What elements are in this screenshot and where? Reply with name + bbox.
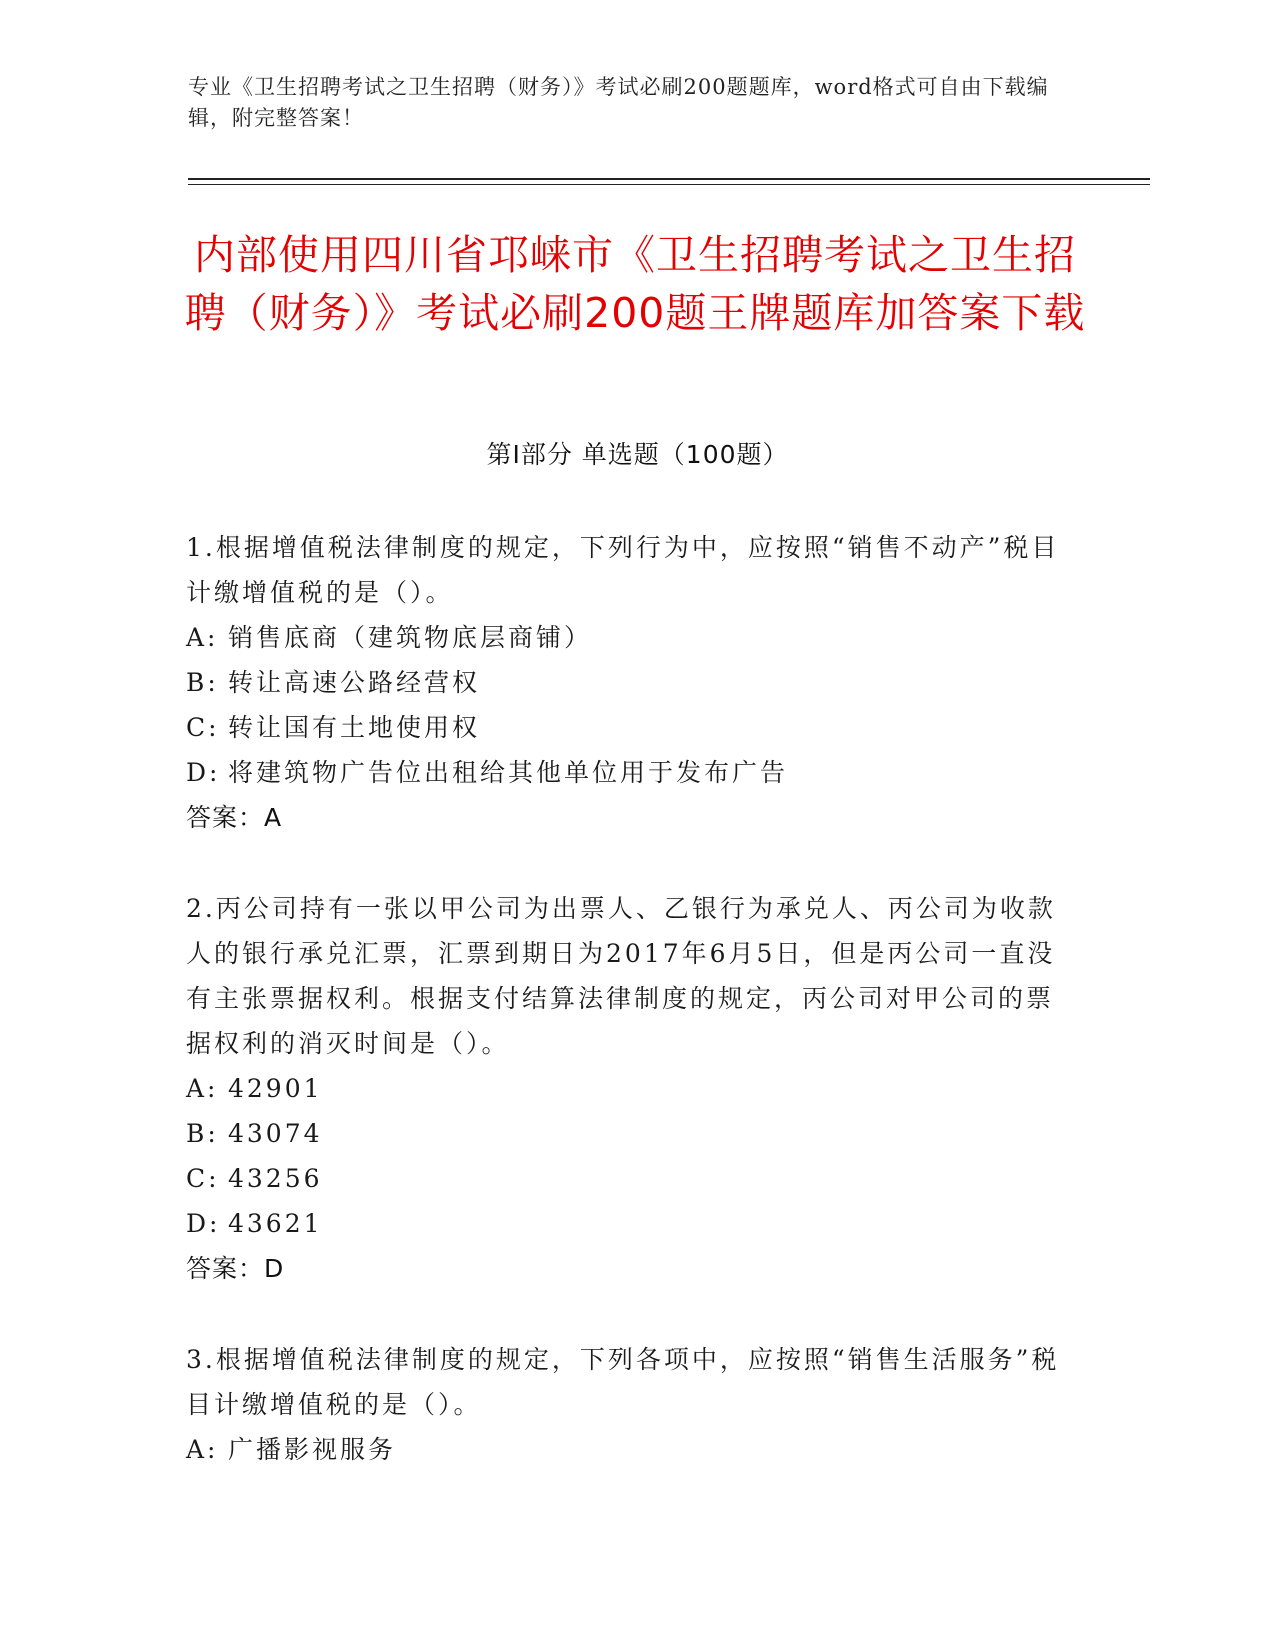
option-d — [186, 1201, 1076, 1246]
option-key: C: — [186, 713, 220, 742]
question-1 — [186, 525, 1076, 840]
question-stem: 3.根据增值税法律制度的规定，下列各项中，应按照“销售生活服务”税目计缴增值税的是（）。 — [186, 1345, 1060, 1419]
option-text: 将建筑物广告位出租给其他单位用于发布广告 — [228, 758, 789, 787]
option-key: D: — [186, 758, 221, 787]
answer-line: 答案：D — [186, 1254, 285, 1283]
header-divider-thick — [188, 178, 1150, 180]
option-key: B: — [186, 1119, 219, 1148]
option-c — [186, 705, 1076, 750]
answer-line: 答案：A — [186, 803, 283, 832]
option-text: 转让国有土地使用权 — [228, 713, 481, 742]
option-text: 销售底商（建筑物底层商铺） — [228, 623, 593, 652]
option-text: 43256 — [228, 1164, 323, 1193]
option-a — [186, 615, 1076, 660]
option-text: 42901 — [228, 1074, 323, 1103]
option-b — [186, 1111, 1076, 1156]
question-list — [186, 525, 1076, 1518]
header-divider-thin — [188, 184, 1150, 185]
question-stem: 1.根据增值税法律制度的规定，下列行为中，应按照“销售不动产”税目计缴增值税的是（）。 — [186, 533, 1060, 607]
option-a — [186, 1427, 1076, 1472]
option-key: D: — [186, 1209, 221, 1238]
option-text: 广播影视服务 — [228, 1435, 397, 1464]
document-title: 内部使用四川省邛崃市《卫生招聘考试之卫生招聘（财务）》考试必刷200题王牌题库加答案下载 — [184, 231, 1086, 337]
option-key: A: — [186, 1074, 219, 1103]
option-b — [186, 660, 1076, 705]
option-key: A: — [186, 623, 219, 652]
option-text: 43074 — [228, 1119, 323, 1148]
option-d — [186, 750, 1076, 795]
question-stem: 2.丙公司持有一张以甲公司为出票人、乙银行为承兑人、丙公司为收款人的银行承兑汇票，汇票到期日为2017年6月5日，但是丙公司一直没有主张票据权利。根据支付结算法律制度的规定，丙公司对甲公司的票据权利的消灭时间是（）。 — [186, 894, 1056, 1058]
header-note: 专业《卫生招聘考试之卫生招聘（财务）》考试必刷200题题库，word格式可自由下载编辑，附完整答案！ — [188, 75, 1049, 130]
option-text: 43621 — [228, 1209, 323, 1238]
question-3 — [186, 1337, 1076, 1472]
section-heading: 第I部分 单选题（100题） — [486, 440, 789, 469]
option-c — [186, 1156, 1076, 1201]
option-a — [186, 1066, 1076, 1111]
option-key: A: — [186, 1435, 219, 1464]
question-2 — [186, 886, 1076, 1291]
option-key: B: — [186, 668, 219, 697]
option-key: C: — [186, 1164, 220, 1193]
option-text: 转让高速公路经营权 — [228, 668, 481, 697]
